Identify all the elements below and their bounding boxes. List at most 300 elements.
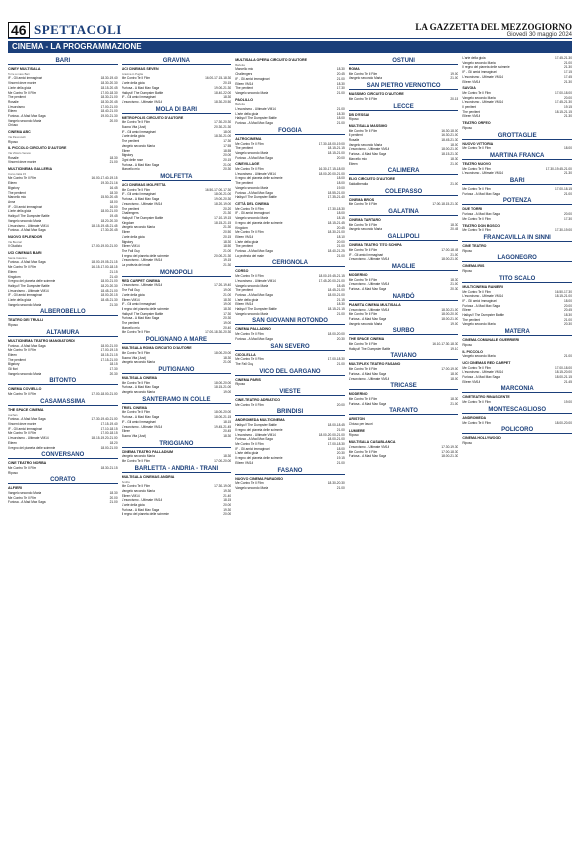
cinema-name: MULTICINEMA TEATRO MANGIATORDI	[8, 338, 75, 343]
showtimes: 18.30-21.00	[214, 134, 232, 139]
showtime-row	[349, 433, 459, 438]
showtimes: 17.55	[223, 143, 232, 148]
film-title: Vincent deve morire	[8, 422, 37, 426]
showtimes: 21.00	[336, 253, 345, 258]
page-number: 46	[8, 22, 30, 38]
film-title: Vangelo secondo Maria	[235, 150, 269, 155]
film-title: The Fall Guy	[235, 361, 254, 366]
film-title: Me Contro Te Il Film	[348, 202, 378, 207]
showtimes: 17.30	[223, 311, 232, 316]
film-title: L'esorcismo - Ultimate VM14	[235, 171, 276, 176]
film-title: L'arte della gioia	[235, 111, 259, 116]
cinema-name: UCI CINEMAS RED CARPET	[462, 360, 511, 365]
city-heading: PUTIGNANO	[122, 367, 232, 374]
showtimes: 18.00	[563, 146, 572, 151]
showtime-row	[235, 337, 345, 342]
cinema-name: CICOLELLA	[235, 352, 256, 357]
showtimes: 18.30-21.00	[327, 230, 345, 235]
showtimes: 18.00-18.45	[327, 423, 345, 428]
showtimes: 21.00	[450, 282, 459, 287]
showtimes: 21.30	[223, 211, 232, 216]
showtimes: 16.30-18.00	[441, 128, 459, 133]
film-title: Chiuso per lavori	[348, 422, 373, 427]
showtime-row	[462, 421, 572, 426]
cinema-address: Barletta	[235, 62, 245, 67]
showtimes: 18.15	[109, 362, 118, 367]
showtime-row	[349, 347, 459, 352]
film-title: Me Contro Te Il Film	[348, 71, 378, 76]
showtimes: 17.00-18.15-21.30	[432, 202, 459, 207]
film-title: Me Contro Te Il Film	[121, 330, 151, 335]
cinema-name: NUOVO VITTORIA	[462, 141, 494, 146]
showtimes: 18.30	[223, 95, 232, 100]
showtimes: 18.00	[336, 446, 345, 451]
showtimes: 18.00-21.00	[327, 437, 345, 442]
film-title: Vangelo secondo Maria	[8, 302, 42, 307]
film-title: L'esorcismo - Ultimate VM14	[121, 424, 163, 429]
showtimes: 18.30	[450, 396, 459, 401]
city-heading: BARI	[8, 58, 118, 65]
showtimes: 19.45	[109, 214, 118, 219]
showtimes: 18.30	[223, 355, 232, 360]
showtimes: 18.30	[223, 454, 232, 459]
showtimes: 18.30	[109, 155, 118, 160]
film-title: Il Giudizio	[8, 244, 22, 249]
film-title: IF - Gli amici immaginari	[8, 204, 43, 209]
showtimes: 17.10-19.15	[214, 215, 232, 220]
showtimes: 21.30	[563, 65, 572, 70]
film-title: Marcello mio	[235, 67, 254, 72]
film-title: Vangelo secondo Maria	[462, 95, 496, 100]
showtimes: 19.00	[223, 390, 232, 395]
cinema-name: CINEY MULTISALA	[8, 67, 41, 71]
film-title: Me Contro Te Il Film	[235, 357, 264, 362]
film-title: Vangelo secondo Maria	[235, 311, 269, 316]
showtime-row	[235, 91, 345, 96]
showtimes: 18.00-21.00	[214, 192, 232, 197]
showtimes: 18.45-21.00	[327, 288, 345, 293]
showtime-row	[349, 287, 459, 292]
showtimes: 20.00	[336, 402, 345, 407]
film-title: L'arte della gioia	[8, 209, 32, 214]
film-title: Eileen	[8, 440, 17, 445]
showtimes: 17.00-18.00	[554, 90, 572, 95]
cinema-name: CINEMA IRIS	[462, 264, 485, 269]
city-heading: POLICORO	[462, 427, 572, 434]
cinema-name: ALTROCINEMA	[235, 136, 262, 141]
film-title: Riposo	[235, 382, 246, 387]
film-title: Il regno del pianeta delle scimmie	[235, 456, 283, 461]
film-title: L'arte della gioia	[235, 297, 259, 302]
cinema-name: MULTISALA CINEMA	[121, 375, 158, 380]
film-title: Vangelo secondo Maria	[348, 142, 383, 147]
showtime-row	[349, 227, 459, 232]
film-title: L'esorcismo - Ultimate VM14	[462, 100, 504, 105]
cinema-name: CINE TEATRO	[462, 243, 487, 248]
showtimes: 18.00	[336, 211, 345, 216]
showtime-row	[349, 182, 459, 187]
film-title: Vangelo secondo Maria	[462, 354, 496, 359]
film-title: Kingdom	[235, 225, 248, 230]
showtimes: 20.15	[223, 234, 232, 239]
film-title: Furiosa - A Mad Max Saga	[121, 85, 160, 90]
showtime-row	[8, 244, 118, 249]
cinema-name: ALFIERI	[8, 486, 22, 491]
film-title: Me Contro Te Il Film	[121, 120, 151, 125]
film-title: L'arte della gioia	[235, 451, 259, 456]
showtime-row	[462, 400, 572, 405]
film-title: Eileen	[462, 308, 472, 313]
film-title: Eileen VM14	[121, 244, 140, 249]
showtimes: 19.15	[336, 456, 345, 461]
film-title: L'esorcismo - Ultimate VM14	[348, 257, 390, 262]
city-heading: GROTTAGLIE	[462, 133, 572, 140]
film-title: L'esorcismo - Ultimate VM14	[348, 307, 390, 312]
film-title: Vangelo secondo Maria	[121, 488, 155, 493]
film-title: Haikyu!! The Dumpster Battle	[235, 116, 277, 121]
showtimes: 17.15	[563, 70, 572, 75]
film-title: The penitent	[235, 146, 253, 151]
showtimes: 16.10-17.30-18.30	[432, 342, 459, 347]
film-title: Me Contro Te Il Film	[121, 459, 151, 464]
showtime-row	[462, 114, 572, 119]
city-heading: VIESTE	[235, 389, 345, 396]
showtimes: 18.15	[336, 216, 345, 221]
cinema-name: CORSO	[235, 269, 249, 274]
film-title: Marcello mio	[8, 195, 27, 200]
film-title: Furiosa - A Mad Max Saga	[348, 287, 387, 292]
showtime-row	[122, 459, 232, 464]
film-title: The penitent	[8, 95, 26, 100]
city-heading: MARTINA FRANCA	[462, 153, 572, 160]
showtimes: 20.30	[450, 287, 459, 292]
showtimes: 17.00-18.30	[100, 90, 118, 95]
showtimes: 18.30	[450, 156, 459, 161]
film-title: Me Contro Te Il Film	[8, 265, 37, 270]
film-title: Challengers	[235, 72, 253, 77]
showtimes: 18.15-19.20-21.00	[91, 436, 118, 441]
city-heading: CONVERSANO	[8, 452, 118, 459]
cinema-address: Santa Caterina	[8, 255, 27, 260]
cinema-name: ELIO CIRCUITO D'AUTORE	[348, 177, 396, 182]
city-heading: CERIGNOLA	[235, 260, 345, 267]
showtimes: 18.15-19.45-21.45	[91, 223, 118, 228]
showtimes: 20.40	[223, 325, 232, 330]
city-heading: BARI	[462, 178, 572, 185]
showtimes: 21.00	[563, 354, 572, 359]
showtimes: 21.40	[223, 493, 232, 498]
film-title: Vangelo secondo Maria	[235, 90, 269, 95]
showtimes: 17.00-21.00	[100, 104, 118, 109]
showtimes: 16.00-17.15-18.30	[205, 76, 232, 81]
city-heading: VICO DEL GARGANO	[235, 369, 345, 376]
showtimes: 18.30-19.40	[100, 76, 118, 81]
film-title: IF - Gli amici immaginari	[8, 293, 43, 298]
showtimes: 21.00	[450, 401, 459, 406]
cinema-name: MULTIPLEX TEATRO FASANO	[348, 362, 401, 367]
showtimes: 21.30	[223, 263, 232, 268]
cinema-address: Auchan	[8, 412, 18, 417]
showtimes: 16.00	[109, 204, 118, 209]
showtime-row	[8, 160, 118, 165]
showtimes: 18.30	[223, 297, 232, 302]
film-title: Haikyu!! The Dumpster Battle	[121, 215, 164, 220]
showtimes: 20.00	[223, 153, 232, 158]
film-title: Furiosa - A Mad Max Saga	[235, 121, 273, 126]
showtimes: 18.00	[450, 371, 459, 376]
film-title: Riposo	[8, 470, 18, 475]
showtime-row	[462, 217, 572, 222]
film-title: Eileen VM14	[235, 460, 254, 465]
film-title: Marcello mio	[121, 167, 140, 172]
film-title: Me Contro Te Il Film	[8, 90, 37, 95]
film-title: Riposo	[348, 433, 359, 438]
showtime-row	[235, 121, 345, 126]
showtimes: 21.40	[109, 274, 118, 279]
city-heading: ALTAMURA	[8, 330, 118, 337]
film-title: Haikyu!! The Dumpster Battle	[235, 307, 277, 312]
film-title: Furiosa - A Mad Max Saga	[348, 316, 387, 321]
film-title: Eileen	[121, 230, 131, 235]
film-title: Furiosa - A Mad Max Saga	[121, 385, 160, 390]
film-title: Il regno del pianeta delle scimmie	[121, 306, 169, 311]
film-title: L'esorcismo - Ultimate VM14	[121, 498, 163, 503]
cinema-address: Andria	[121, 479, 130, 484]
film-title: L'esorcismo - Ultimate VM14	[348, 444, 390, 449]
showtimes: 16.30-17.15-18.00	[318, 167, 345, 172]
film-title: The penitent	[121, 321, 140, 326]
city-heading: GALLIPOLI	[349, 234, 459, 241]
showtimes: 18.45	[336, 283, 345, 288]
film-title: Vangelo secondo Maria	[348, 321, 383, 326]
showtimes: 18.00	[336, 116, 345, 121]
showtimes: 17.00-18.30	[327, 442, 345, 446]
film-title: Vangelo secondo Maria	[235, 185, 269, 190]
film-title: Eileen	[8, 269, 17, 274]
showtimes: 21.30	[563, 79, 572, 84]
showtimes: 21.00	[450, 181, 459, 186]
film-title: IF - Gli amici immaginari	[121, 129, 156, 134]
film-title: L'esorcismo - Ultimate VM14	[235, 107, 276, 112]
film-title: Furiosa - A Mad Max Saga	[348, 401, 387, 406]
film-title: L'esorcismo - Ultimate VM14	[462, 171, 504, 176]
showtime-row	[122, 512, 232, 517]
cinema-name: MULTICINEMA GALLERIA	[8, 167, 53, 172]
film-title: Anna	[8, 199, 16, 204]
showtimes: 18.30	[336, 67, 345, 72]
showtimes: 17.30-19.45-21.00	[545, 166, 572, 171]
film-title: Vangelo secondo Maria	[348, 227, 383, 232]
showtimes: 17.10-18.15	[100, 426, 118, 431]
showtime-row	[8, 140, 118, 145]
film-title: Eileen	[8, 109, 17, 114]
film-title: Me Contro Te Il Film	[462, 146, 491, 151]
city-heading: SAN GIOVANNI ROTONDO	[235, 318, 345, 325]
film-title: L'esorcismo - Ultimate VM14	[462, 370, 504, 375]
showtimes: 18.00-19.05-21.15	[91, 260, 118, 265]
showtimes: 21.00	[336, 244, 345, 249]
film-title: Rosalie	[8, 99, 19, 104]
cinema-name: TEATRO DON BOSCO	[462, 223, 501, 228]
film-title: Vangelo secondo Maria	[8, 218, 42, 223]
film-title: Bigstory	[121, 153, 134, 158]
showtimes: 19.00	[223, 302, 232, 307]
showtimes: 18.00-21.00	[327, 292, 345, 297]
city-heading: SAN PIETRO VERNOTICO	[349, 83, 459, 90]
showtimes: 18.40-21.00	[100, 109, 118, 114]
cinema-address: Via Vittorio Veneto	[8, 150, 31, 155]
cinema-name: ANDROMEDA	[462, 415, 487, 420]
film-title: IF - Gli amici immaginari	[348, 252, 384, 257]
cinema-name: CINEMA TARTARO	[348, 218, 381, 223]
film-title: Il regno del pianeta delle scimmie	[462, 65, 510, 70]
showtimes: 18.30	[563, 313, 572, 318]
film-title: Vangelo secondo Maria	[348, 76, 383, 81]
showtimes: 20.00	[336, 155, 345, 160]
showtime-row	[235, 403, 345, 408]
showtimes: 17.00-18.00	[554, 365, 572, 370]
showtime-row	[235, 254, 345, 259]
film-title: Furiosa - A Mad Max Saga	[235, 437, 273, 442]
film-title: The penitent	[235, 86, 253, 91]
film-title: Vangelo secondo Maria	[8, 491, 42, 496]
showtimes: 18.00	[223, 129, 232, 134]
cinema-name: CINEMA COMUNALE GUERRIERI	[462, 338, 520, 343]
showtime-row	[235, 195, 345, 200]
showtime-row	[349, 402, 459, 407]
city-heading: MARCONIA	[462, 386, 572, 393]
city-heading: TITO SCALO	[462, 276, 572, 283]
city-heading: CALIMERA	[349, 168, 459, 175]
showtime-row	[8, 372, 118, 377]
cinema-name: ANDROMEDA MULTICINEMA	[235, 418, 285, 423]
showtimes: 18.15-21.15	[214, 220, 232, 225]
film-title: The penitent	[235, 181, 253, 186]
city-heading: SANTERAMO IN COLLE	[122, 397, 232, 404]
film-title: Me Contro Te Il Film	[235, 481, 264, 486]
showtime-row	[122, 360, 232, 365]
showtime-row	[8, 500, 118, 505]
film-title: L'esorcismo - Ultimate VM14	[8, 436, 49, 441]
cinema-name: DB D'ESSAI	[348, 112, 370, 117]
film-title: Me Contro Te Il Film	[235, 402, 264, 407]
cinema-name: UCI CINEMAS SEVEN	[121, 67, 159, 71]
showtimes: 18.00-19.45-21.15	[318, 274, 345, 279]
city-heading: MONOPOLI	[122, 270, 232, 277]
film-title: Vangelo secondo Maria	[462, 322, 496, 327]
film-title: IF - Gli amici immaginari	[8, 76, 43, 81]
showtime-row	[349, 162, 459, 167]
showtimes: 18.00	[109, 199, 118, 204]
cinema-name: METROPOLIS CIRCUITO D'AUTORE	[121, 115, 184, 120]
showtimes: 20.00	[563, 303, 572, 308]
cinema-name: ROMA	[348, 67, 360, 71]
city-heading: CORATO	[8, 477, 118, 484]
showtimes: 18.40-21.25	[327, 249, 345, 254]
film-title: Furiosa - A Mad Max Saga	[348, 152, 387, 157]
showtimes: 17.30	[563, 216, 572, 221]
film-title: Haikyu!! The Dumpster Battle	[235, 423, 277, 428]
showtimes: 19.30	[223, 488, 232, 493]
showtimes: 17.30-19.40-21.00	[91, 417, 118, 422]
film-title: Furiosa - A Mad Max Saga	[121, 197, 160, 202]
showtimes: 21.00	[336, 427, 345, 432]
film-title: Vangelo secondo Maria	[121, 143, 155, 148]
cinema-name: IL PICCOLO CIRCUITO D'AUTORE	[8, 146, 67, 151]
showtimes: 20.30	[336, 336, 345, 341]
showtimes: 18.20-20.30	[100, 283, 118, 288]
showtimes: 19.00-21.30	[100, 114, 118, 119]
cinema-name: UCI CINEMAS MOLFETTA	[121, 183, 166, 188]
film-title: IF - Gli amici immaginari	[462, 298, 497, 303]
film-title: IF - Gli amici immaginari	[121, 302, 156, 307]
showtimes: 18.00-20.00-21.00	[318, 171, 345, 176]
cinema-name: MASSIMO CIRCUITO D'AUTORE	[348, 92, 404, 97]
cinema-name: CINEMA PALLADINO	[235, 327, 271, 332]
cinema-name: MULTISALA OPERA CIRCUITO D'AUTORE	[235, 58, 308, 62]
film-title: Il regno del pianeta delle scimmie	[121, 512, 169, 517]
showtime-row	[462, 343, 572, 348]
showtimes: 18.40-22.00	[214, 90, 232, 95]
city-heading: SURBO	[349, 328, 459, 335]
showtimes: 20.45	[450, 227, 459, 232]
film-title: Eileen	[121, 148, 131, 153]
cinema-address: Via Buccari	[8, 239, 23, 244]
film-title: Haikyu!! The Dumpster Battle	[8, 283, 50, 288]
film-title: Haikyu!! The Dumpster Battle	[121, 311, 164, 316]
showtimes: 18.30-21.00	[441, 307, 459, 312]
showtimes: 20.15	[450, 96, 459, 101]
listing-column	[8, 56, 118, 834]
city-heading: FRANCAVILLA IN SINNI	[462, 235, 572, 242]
film-title: L'esorcismo - Ultimate VM14	[8, 288, 49, 293]
film-title: Furiosa - A Mad Max Saga	[121, 415, 160, 420]
showtimes: 17.00-18.30-20.30	[205, 330, 232, 335]
showtimes: 17.30-19.30	[441, 444, 459, 449]
showtimes: 17.00-18.15	[100, 431, 118, 436]
showtimes: 17.35-21.40	[327, 195, 345, 200]
showtimes: 18.30	[109, 190, 118, 195]
showtimes: 18.50	[223, 244, 232, 249]
showtimes: 19.15	[223, 258, 232, 263]
film-title: L'arte della gioia	[121, 292, 145, 297]
showtimes: 17.00-19.00-21.00	[91, 244, 118, 249]
city-heading: SAN SEVERO	[235, 344, 345, 351]
city-heading: BRINDISI	[235, 409, 345, 416]
cinema-name: CINEVILLAGE	[235, 162, 260, 167]
film-title: L'arte della gioia	[121, 503, 145, 508]
masthead: LA GAZZETTA DEL MEZZOGIORNO	[415, 22, 572, 32]
film-title: Me Contro Te Il Film	[348, 312, 378, 317]
film-title: Furiosa - A Mad Max Saga	[8, 343, 46, 348]
film-title: Vangelo secondo Maria	[235, 485, 269, 490]
cinema-name: CINEMA BROS	[348, 197, 375, 202]
showtimes: 19.00-20.30	[214, 197, 232, 202]
showtimes: 18.00	[336, 181, 345, 186]
film-title: IF - Gli amici immaginari	[121, 419, 156, 424]
film-title: Me Contro Te Il Film	[348, 222, 378, 227]
showtime-row	[122, 100, 232, 105]
film-title: Me Contro Te Il Film	[8, 495, 37, 500]
showtimes: 17.45-20.00-21.00	[318, 278, 345, 283]
film-title: Me Contro Te Il Film	[462, 420, 491, 425]
listing-column	[235, 56, 345, 834]
film-title: Me Contro Te Il Film	[462, 400, 491, 405]
film-title: Furiosa - A Mad Max Saga	[235, 249, 273, 254]
showtimes: 18.15-21.15	[327, 146, 345, 151]
showtimes: 18.00-20.00	[214, 410, 232, 415]
showtimes: 20.45	[563, 308, 572, 313]
